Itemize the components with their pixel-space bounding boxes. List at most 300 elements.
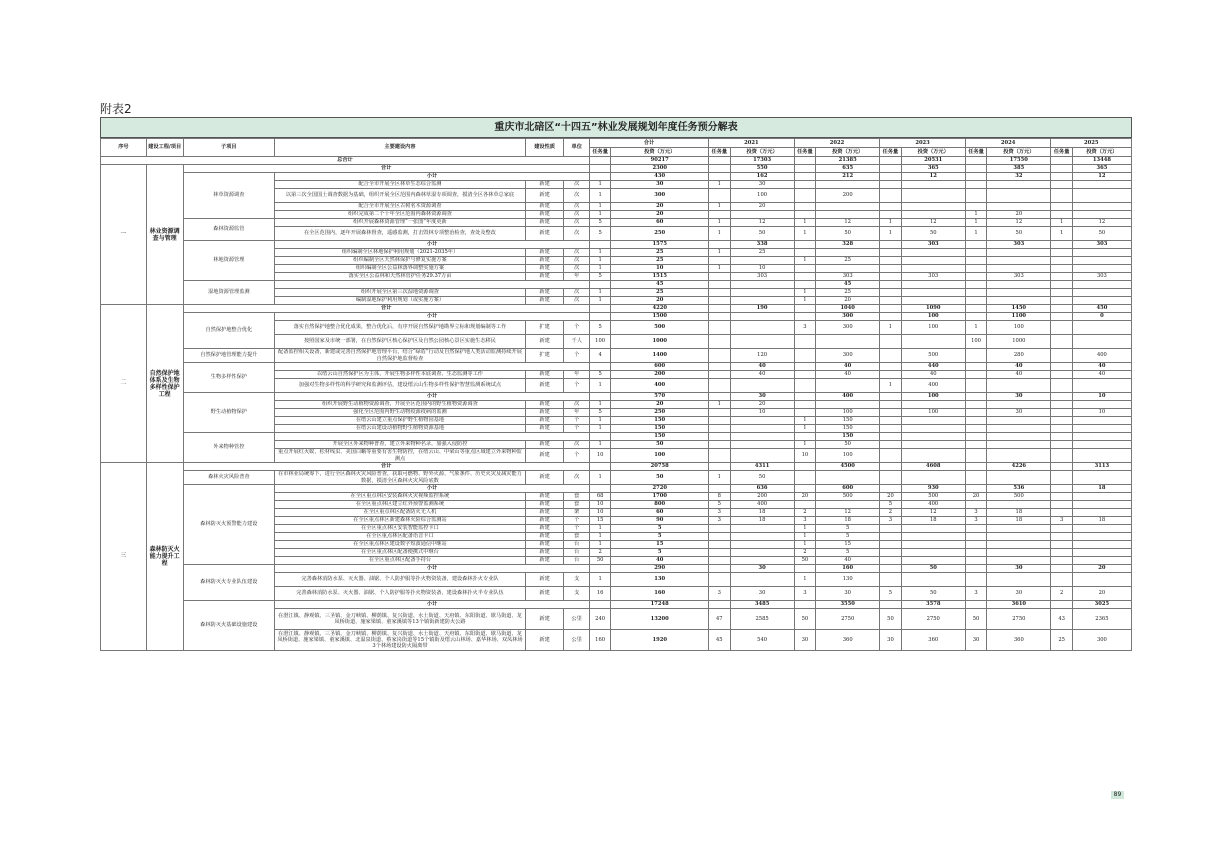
- row-unit: 支: [564, 587, 589, 601]
- subtotal-invest-cell: 1575: [611, 241, 709, 249]
- subtotal-task-cell: [589, 313, 610, 321]
- row-invest-cell: [1072, 249, 1131, 257]
- subtotal-invest-cell: 290: [611, 565, 709, 573]
- row-invest-cell: 25: [611, 289, 709, 297]
- subtotal-invest-cell: 636: [730, 485, 794, 493]
- row-task-cell: 1: [794, 417, 815, 425]
- section-total-label: 合计: [183, 305, 589, 313]
- row-task-cell: 5: [589, 273, 610, 281]
- row-invest-cell: [730, 257, 794, 265]
- row-invest-cell: 12: [1072, 219, 1131, 227]
- header-task: 任务量: [880, 148, 901, 157]
- row-task-cell: 1: [709, 219, 730, 227]
- header-project: 建设工程/项目: [146, 139, 183, 157]
- section-total-task-cell: [589, 463, 610, 471]
- row-task-cell: [1051, 441, 1072, 449]
- row-invest-cell: 12: [730, 219, 794, 227]
- subtotal-row: [101, 313, 1132, 321]
- row-invest-cell: [901, 289, 965, 297]
- row-task-cell: 10: [794, 449, 815, 463]
- row-invest-cell: [1072, 297, 1131, 305]
- row-content: 配合全市开展全区古树名木资源调查: [275, 203, 526, 211]
- row-task-cell: [794, 371, 815, 379]
- row-task-cell: 5: [880, 501, 901, 509]
- row-nature: 新建: [525, 219, 564, 227]
- row-invest-cell: 20: [611, 211, 709, 219]
- row-task-cell: 30: [880, 630, 901, 651]
- row-invest-cell: 18: [901, 517, 965, 525]
- subtotal-invest-cell: 160: [816, 565, 880, 573]
- row-invest-cell: 360: [987, 630, 1051, 651]
- row-task-cell: 3: [965, 517, 986, 525]
- subtotal-invest-cell: 50: [901, 565, 965, 573]
- row-invest-cell: 13200: [611, 609, 709, 630]
- subtotal-invest-cell: [987, 281, 1051, 289]
- row-invest-cell: 10: [611, 265, 709, 273]
- row-invest-cell: [1072, 417, 1131, 425]
- row-task-cell: 5: [589, 371, 610, 379]
- row-nature: 新建: [525, 449, 564, 463]
- row-invest-cell: 100: [987, 321, 1051, 335]
- subtotal-invest-cell: 3550: [816, 601, 880, 609]
- row-task-cell: [965, 525, 986, 533]
- row-invest-cell: 2750: [901, 609, 965, 630]
- row-invest-cell: 5: [611, 533, 709, 541]
- row-task-cell: [1051, 335, 1072, 349]
- row-invest-cell: [901, 533, 965, 541]
- section-total-invest-cell: 1040: [816, 305, 880, 313]
- header-period-total: 合计: [589, 139, 708, 148]
- row-unit: 年: [564, 371, 589, 379]
- subtotal-label: [275, 363, 590, 371]
- subtotal-invest-cell: 600: [611, 363, 709, 371]
- row-invest-cell: 250: [611, 409, 709, 417]
- subtotal-invest-cell: [1072, 281, 1131, 289]
- row-invest-cell: 15: [816, 541, 880, 549]
- row-task-cell: [794, 471, 815, 485]
- row-task-cell: [965, 533, 986, 541]
- row-invest-cell: 150: [611, 425, 709, 433]
- subtotal-task-cell: [880, 433, 901, 441]
- row-nature: 新建: [525, 203, 564, 211]
- row-unit: 公里: [564, 609, 589, 630]
- row-task-cell: [1051, 297, 1072, 305]
- row-task-cell: [880, 425, 901, 433]
- subtotal-task-cell: [880, 565, 901, 573]
- sub-project-name: 森林火灾风险普查: [183, 471, 275, 485]
- subtotal-invest-cell: 100: [901, 393, 965, 401]
- row-unit: 次: [564, 265, 589, 273]
- subtotal-invest-cell: 930: [901, 485, 965, 493]
- subtotal-invest-cell: 40: [816, 363, 880, 371]
- subtotal-invest-cell: 303: [901, 241, 965, 249]
- subtotal-row: [101, 173, 1132, 181]
- subtotal-label: 小计: [275, 313, 590, 321]
- row-task-cell: [709, 211, 730, 219]
- row-invest-cell: [987, 533, 1051, 541]
- row-invest-cell: 60: [611, 219, 709, 227]
- row-unit: 次: [564, 249, 589, 257]
- row-task-cell: 3: [965, 587, 986, 601]
- row-task-cell: [1051, 425, 1072, 433]
- row-task-cell: 5: [880, 587, 901, 601]
- row-content: 组织完成第二个十年全区范围内森林资源调查: [275, 211, 526, 219]
- annex-label: 附表2: [100, 102, 132, 116]
- row-task-cell: [1051, 509, 1072, 517]
- row-content: 在全区重点林区配备防火无人机: [275, 509, 526, 517]
- row-nature: 新建: [525, 573, 564, 587]
- row-invest-cell: 100: [611, 449, 709, 463]
- row-task-cell: 1: [709, 265, 730, 273]
- row-invest-cell: 500: [611, 321, 709, 335]
- subtotal-invest-cell: [901, 433, 965, 441]
- row-invest-cell: [1072, 573, 1131, 587]
- row-invest-cell: [987, 549, 1051, 557]
- row-content: 在澄江镇、静观镇、三圣镇、金刀峡镇、柳荫镇、复兴街道、水土街道、天府镇、东阳街道、歇马街道、龙凤桥街道、施家梁镇、童家溪镇、北温泉街道、蔡家岗街道等15个镇街及缙云山林场、嘉华林场、双凤林场3个林场建设防火隔离带: [275, 630, 526, 651]
- row-task-cell: [794, 409, 815, 417]
- row-invest-cell: [901, 471, 965, 485]
- table-wrapper: [100, 117, 1132, 651]
- subtotal-task-cell: [589, 363, 610, 371]
- row-task-cell: [1051, 401, 1072, 409]
- row-task-cell: [880, 371, 901, 379]
- subtotal-invest-cell: 32: [987, 173, 1051, 181]
- row-task-cell: [709, 335, 730, 349]
- subtotal-row: [101, 433, 1132, 441]
- row-invest-cell: [901, 249, 965, 257]
- subtotal-invest-cell: 10: [1072, 393, 1131, 401]
- row-invest-cell: [1072, 493, 1131, 501]
- table-row: [101, 219, 1132, 227]
- row-invest-cell: [730, 425, 794, 433]
- subtotal-task-cell: [880, 313, 901, 321]
- row-task-cell: 50: [589, 557, 610, 565]
- section-total-task-cell: [709, 463, 730, 471]
- row-invest-cell: 15: [611, 541, 709, 549]
- row-invest-cell: 10: [1072, 409, 1131, 417]
- row-invest-cell: [987, 203, 1051, 211]
- row-invest-cell: 150: [816, 425, 880, 433]
- row-invest-cell: [1072, 533, 1131, 541]
- row-unit: 套: [564, 501, 589, 509]
- row-invest-cell: 500: [901, 493, 965, 501]
- subtotal-task-cell: [965, 241, 986, 249]
- row-unit: 个: [564, 349, 589, 363]
- row-content: 配备监控相关设备，新建或完善自然保护地管理平台，结合“绿盾”行动及自然保护地人类活动监测持续开展自然保护地监督检查: [275, 349, 526, 363]
- row-task-cell: 3: [709, 587, 730, 601]
- section-seq: 三: [101, 463, 147, 651]
- row-invest-cell: 25: [611, 257, 709, 265]
- header-period-2025: 2025: [1051, 139, 1132, 148]
- row-invest-cell: 1400: [611, 349, 709, 363]
- subtotal-task-cell: [709, 281, 730, 289]
- row-invest-cell: 100: [816, 449, 880, 463]
- row-content: 完善森林消防水泵、灭火器、油锯、个人防护服等扑火物资装备，建设森林扑火专业队: [275, 573, 526, 587]
- section-project: 林业资源调查与管理: [146, 165, 183, 305]
- row-task-cell: [794, 335, 815, 349]
- row-task-cell: [1051, 549, 1072, 557]
- section-total-task-cell: [880, 165, 901, 173]
- row-task-cell: 50: [880, 609, 901, 630]
- row-task-cell: [965, 289, 986, 297]
- row-task-cell: 1: [794, 227, 815, 241]
- row-task-cell: 25: [1051, 630, 1072, 651]
- row-invest-cell: 303: [1072, 273, 1131, 281]
- row-invest-cell: [901, 401, 965, 409]
- section-total-task-cell: [1051, 165, 1072, 173]
- subtotal-invest-cell: 3610: [987, 601, 1051, 609]
- row-invest-cell: [1072, 189, 1131, 203]
- row-task-cell: 1: [1051, 227, 1072, 241]
- row-unit: 个: [564, 449, 589, 463]
- row-task-cell: [709, 289, 730, 297]
- row-invest-cell: 12: [901, 219, 965, 227]
- row-nature: 新建: [525, 335, 564, 349]
- row-task-cell: 1: [589, 265, 610, 273]
- row-task-cell: [965, 401, 986, 409]
- row-task-cell: [965, 409, 986, 417]
- subtotal-label: 小计: [275, 565, 590, 573]
- section-total-invest-cell: 635: [816, 165, 880, 173]
- subtotal-invest-cell: 30: [987, 565, 1051, 573]
- row-task-cell: 5: [709, 501, 730, 509]
- row-task-cell: 1: [709, 471, 730, 485]
- row-nature: 新建: [525, 273, 564, 281]
- row-task-cell: 1: [709, 203, 730, 211]
- row-task-cell: [965, 371, 986, 379]
- row-task-cell: 5: [589, 409, 610, 417]
- sub-project-name: 森林防灭火基础设施建设: [183, 601, 275, 651]
- row-invest-cell: [730, 525, 794, 533]
- row-invest-cell: [987, 249, 1051, 257]
- row-content: 组织开展野生动植物资源调查，开展全区范围内的野生植物资源调查: [275, 401, 526, 409]
- row-content: 在全区重点林区建设数字短波通信中继站: [275, 541, 526, 549]
- row-invest-cell: 100: [730, 189, 794, 203]
- subtotal-task-cell: [880, 281, 901, 289]
- row-unit: 公里: [564, 630, 589, 651]
- row-task-cell: [1051, 501, 1072, 509]
- row-task-cell: [880, 289, 901, 297]
- row-invest-cell: [901, 203, 965, 211]
- subtotal-task-cell: [709, 313, 730, 321]
- subtotal-task-cell: [709, 433, 730, 441]
- header-period-2024: 2024: [965, 139, 1051, 148]
- subtotal-task-cell: [589, 393, 610, 401]
- subtotal-invest-cell: 45: [611, 281, 709, 289]
- subtotal-task-cell: [1051, 363, 1072, 371]
- row-invest-cell: 303: [901, 273, 965, 281]
- subtotal-task-cell: [965, 433, 986, 441]
- row-invest-cell: [1072, 509, 1131, 517]
- row-invest-cell: [987, 189, 1051, 203]
- row-invest-cell: [1072, 441, 1131, 449]
- subtotal-invest-cell: 30: [730, 393, 794, 401]
- row-task-cell: 100: [589, 335, 610, 349]
- row-invest-cell: [901, 449, 965, 463]
- grand-total-value: 90217: [611, 157, 709, 165]
- row-task-cell: [965, 273, 986, 281]
- row-task-cell: 68: [589, 493, 610, 501]
- row-invest-cell: [987, 265, 1051, 273]
- row-invest-cell: 18: [987, 509, 1051, 517]
- subtotal-task-cell: [880, 363, 901, 371]
- row-content: 以第三次全国国土调查数据为基础，组织开展全区范围内森林草湿专项调查，摸清全区各林草总家底: [275, 189, 526, 203]
- header-invest: 投资（万元）: [901, 148, 965, 157]
- row-task-cell: 1: [794, 219, 815, 227]
- row-invest-cell: 1920: [611, 630, 709, 651]
- page-number: 89: [1111, 791, 1124, 799]
- row-invest-cell: [901, 441, 965, 449]
- row-task-cell: 1: [589, 203, 610, 211]
- subtotal-task-cell: [880, 601, 901, 609]
- row-invest-cell: 40: [901, 371, 965, 379]
- row-nature: 扩建: [525, 321, 564, 335]
- row-invest-cell: 20: [1072, 587, 1131, 601]
- row-invest-cell: 1000: [987, 335, 1051, 349]
- section-total-task-cell: [1051, 305, 1072, 313]
- row-invest-cell: 40: [730, 371, 794, 379]
- row-invest-cell: 12: [901, 509, 965, 517]
- row-invest-cell: 40: [987, 371, 1051, 379]
- row-invest-cell: 20: [987, 211, 1051, 219]
- section-seq: 二: [101, 305, 147, 463]
- row-task-cell: [709, 549, 730, 557]
- header-invest: 投资（万元）: [730, 148, 794, 157]
- row-nature: 新建: [525, 557, 564, 565]
- subtotal-task-cell: [709, 485, 730, 493]
- section-total-task-cell: [965, 165, 986, 173]
- row-task-cell: 10: [589, 501, 610, 509]
- subtotal-invest-cell: 1500: [611, 313, 709, 321]
- subtotal-task-cell: [1051, 241, 1072, 249]
- row-invest-cell: 200: [730, 493, 794, 501]
- row-content: 在全区重点林区配备语音卡口: [275, 533, 526, 541]
- row-invest-cell: 5: [816, 525, 880, 533]
- row-invest-cell: [1072, 335, 1131, 349]
- row-task-cell: [965, 265, 986, 273]
- sub-project-name: 自然保护地整合优化: [183, 313, 275, 349]
- header-unit: 单位: [564, 139, 589, 157]
- subtotal-label: 小计: [275, 601, 590, 609]
- row-invest-cell: 100: [901, 409, 965, 417]
- header-invest: 投资（万元）: [611, 148, 709, 157]
- row-task-cell: [880, 349, 901, 363]
- row-invest-cell: [901, 189, 965, 203]
- subtotal-row: [101, 485, 1132, 493]
- row-content: 落实自然保护地整合优化成果，整合优化后，有序开展自然保护地勘界立标和规划编制等工作: [275, 321, 526, 335]
- subtotal-task-cell: [794, 313, 815, 321]
- row-invest-cell: [730, 573, 794, 587]
- header-invest: 投资（万元）: [987, 148, 1051, 157]
- row-invest-cell: [901, 425, 965, 433]
- row-invest-cell: 100: [901, 321, 965, 335]
- row-invest-cell: 20: [611, 203, 709, 211]
- row-content: 完善森林消防水泵、灭火器、油锯、个人防护服等扑火物资装备，建设森林扑火半专业队伍: [275, 587, 526, 601]
- row-invest-cell: 10: [730, 409, 794, 417]
- subtotal-task-cell: [709, 173, 730, 181]
- row-invest-cell: 400: [730, 501, 794, 509]
- row-task-cell: 1: [794, 425, 815, 433]
- row-invest-cell: [901, 211, 965, 219]
- row-invest-cell: [1072, 321, 1131, 335]
- row-task-cell: 4: [589, 349, 610, 363]
- row-invest-cell: 300: [1072, 630, 1131, 651]
- row-invest-cell: [987, 471, 1051, 485]
- row-nature: 新建: [525, 401, 564, 409]
- subtotal-label: 小计: [275, 485, 590, 493]
- row-invest-cell: 130: [611, 573, 709, 587]
- table-head: [101, 139, 1132, 157]
- section-total-invest-cell: 20758: [611, 463, 709, 471]
- row-nature: 新建: [525, 265, 564, 273]
- row-nature: 新建: [525, 509, 564, 517]
- row-invest-cell: 130: [816, 573, 880, 587]
- section-total-task-cell: [965, 463, 986, 471]
- row-task-cell: 1: [589, 471, 610, 485]
- row-invest-cell: [901, 181, 965, 189]
- row-task-cell: [709, 541, 730, 549]
- subtotal-invest-cell: 440: [901, 363, 965, 371]
- subtotal-task-cell: [794, 363, 815, 371]
- row-unit: 套: [564, 493, 589, 501]
- sub-project-name: 林草资源调查: [183, 173, 275, 219]
- row-task-cell: [709, 533, 730, 541]
- row-task-cell: [880, 249, 901, 257]
- row-task-cell: 30: [965, 630, 986, 651]
- row-invest-cell: 500: [901, 349, 965, 363]
- row-invest-cell: 300: [816, 321, 880, 335]
- row-invest-cell: [987, 181, 1051, 189]
- row-invest-cell: 2585: [730, 609, 794, 630]
- row-invest-cell: 50: [901, 587, 965, 601]
- subtotal-invest-cell: [1072, 433, 1131, 441]
- section-total-task-cell: [880, 463, 901, 471]
- row-invest-cell: 303: [816, 273, 880, 281]
- row-invest-cell: [1072, 501, 1131, 509]
- row-task-cell: [880, 257, 901, 265]
- row-task-cell: [880, 549, 901, 557]
- row-task-cell: [880, 265, 901, 273]
- row-invest-cell: [901, 573, 965, 587]
- row-task-cell: 1: [794, 533, 815, 541]
- subtotal-task-cell: [880, 485, 901, 493]
- row-task-cell: 1: [709, 401, 730, 409]
- row-invest-cell: 500: [816, 493, 880, 501]
- row-unit: 台: [564, 541, 589, 549]
- row-task-cell: 10: [589, 509, 610, 517]
- row-nature: 新建: [525, 501, 564, 509]
- subtotal-invest-cell: 18: [1072, 485, 1131, 493]
- row-invest-cell: [1072, 181, 1131, 189]
- subtotal-invest-cell: 45: [816, 281, 880, 289]
- row-task-cell: [1051, 349, 1072, 363]
- row-unit: 次: [564, 441, 589, 449]
- row-content: 组织开展森林资源管理“一张图”年度更新: [275, 219, 526, 227]
- row-unit: 个: [564, 417, 589, 425]
- row-task-cell: [1051, 379, 1072, 393]
- row-task-cell: 1: [709, 181, 730, 189]
- row-invest-cell: 5: [816, 549, 880, 557]
- subtotal-task-cell: [965, 281, 986, 289]
- subtotal-task-cell: [794, 601, 815, 609]
- row-invest-cell: 25: [611, 249, 709, 257]
- subtotal-task-cell: [794, 433, 815, 441]
- section-total-invest-cell: 4500: [816, 463, 880, 471]
- sub-project-name: 生物多样性保护: [183, 363, 275, 393]
- row-invest-cell: 50: [730, 227, 794, 241]
- row-invest-cell: 303: [987, 273, 1051, 281]
- row-nature: 新建: [525, 533, 564, 541]
